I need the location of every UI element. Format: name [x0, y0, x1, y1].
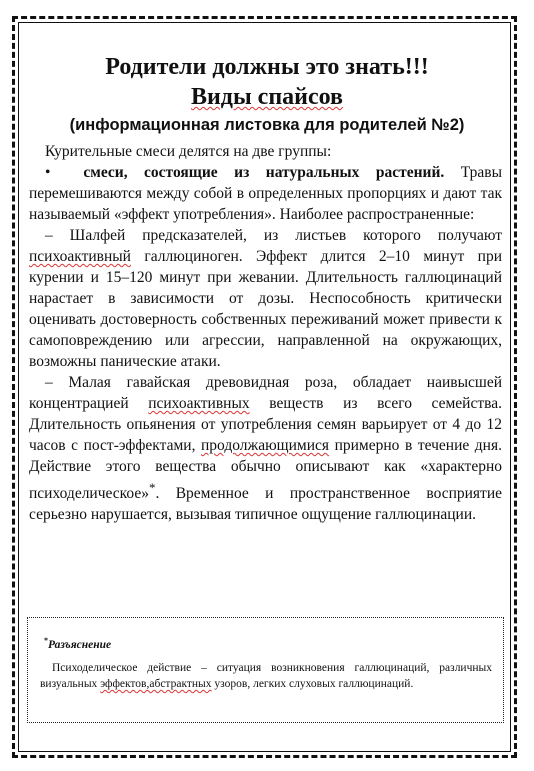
item-rose-text-2: веществ из всего семейства. Длительность опьянения от употребления семян варьирует от 4 до 12 часов с пост-эффектами,: [29, 395, 502, 454]
intro-paragraph: Курительные смеси делятся на две группы:: [45, 143, 332, 160]
page-title: [20, 52, 514, 112]
item-sage-flagged-word: психоактивный: [29, 248, 131, 265]
body-text: [29, 141, 502, 525]
page-subtitle: (информационная листовка для родителей №2): [69, 116, 465, 134]
note-text-1: Психоделическое действие – ситуация возникновения галлюцинаций, различных визуальных: [40, 662, 492, 690]
bullet-marker: •: [45, 164, 51, 181]
item-sage-text-end: галлюциноген. Эффект длится 2–10 минут при курении и 15–120 минут при жевании. Длительность галлюцинаций нарастает в зависимости от дозы. Неспособность критически оценивать достоверность собственных переживаний может привести к самоповреждению или агрессии, направленной на окружающих, возможны панические атаки.: [29, 248, 502, 370]
bullet-paragraph: [29, 162, 502, 225]
bullet-bold-text: смеси, состоящие из натуральных растений.: [83, 164, 445, 181]
note-text: [40, 660, 492, 692]
note-heading-text: Разъяснение: [48, 638, 112, 651]
note-flagged-word: эффектов,абстрактных: [100, 678, 212, 690]
footnote-mark: *: [148, 480, 156, 495]
item-rose-flagged-word-1: психоактивных: [148, 395, 250, 412]
item-sage-paragraph: [29, 225, 502, 372]
title-line-2: [20, 82, 514, 112]
item-rose-paragraph: [29, 372, 502, 525]
item-rose-text-1: – Малая гавайская древовидная роза, обладает наивысшей концентрацией: [29, 374, 502, 412]
item-rose-flagged-word-2: продолжающимися: [201, 437, 330, 454]
note-heading-mark: *: [44, 636, 48, 645]
item-sage-text-start: – Шалфей предсказателей, из листьев которого получают: [45, 227, 502, 244]
note-heading: [44, 636, 111, 651]
note-text-2: узоров, легких слуховых галлюцинаций.: [211, 678, 414, 690]
item-rose-text-3: примерно в течение дня. Действие этого вещества обычно описывают как «характерно психоделическое»: [29, 437, 502, 503]
title-line-2-text: Виды спайсов: [190, 84, 344, 110]
title-line-1: Родители должны это знать!!!: [105, 54, 429, 80]
item-rose-text-4: . Временное и пространственное восприятие серьезно нарушается, вызывая типичное ощущение галлюцинации.: [29, 485, 502, 524]
bullet-text: Травы перемешиваются между собой в определенных пропорциях и дают так называемый «эффект употребления». Наиболее распространенные:: [29, 164, 502, 223]
note-box: [27, 617, 504, 723]
